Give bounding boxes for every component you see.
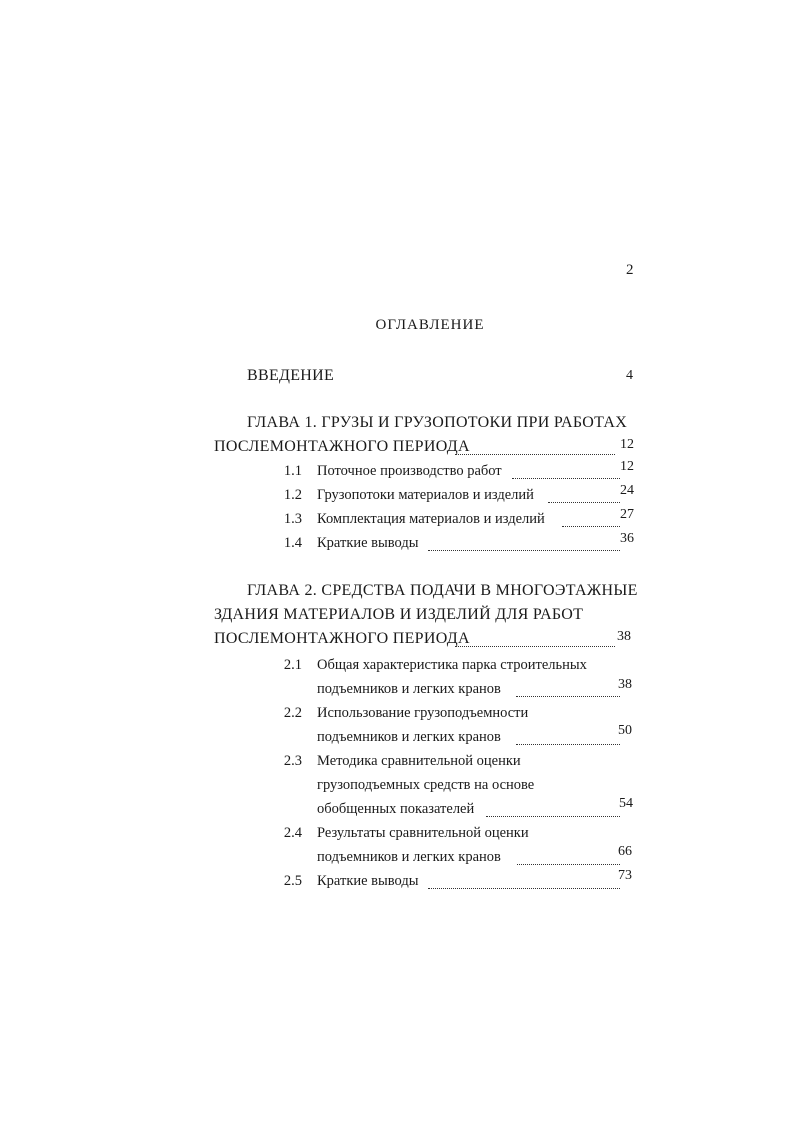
section-2-4-title-line-1: Результаты сравнительной оценки	[317, 825, 529, 841]
section-2-1-number: 2.1	[283, 657, 302, 673]
chapter-1-heading-line-2: ПОСЛЕМОНТАЖНОГО ПЕРИОДА	[214, 438, 470, 455]
section-2-2-page: 50	[618, 723, 632, 738]
section-2-3-title-line-3: обобщенных показателей	[317, 801, 475, 817]
section-2-1-page: 38	[618, 677, 632, 692]
section-2-2-title-line-2: подъемников и легких кранов	[317, 729, 501, 745]
section-2-2-number: 2.2	[283, 705, 302, 721]
section-2-1-title-line-1: Общая характеристика парка строительных	[317, 657, 587, 673]
chapter-1-heading-line-1: ГЛАВА 1. ГРУЗЫ И ГРУЗОПОТОКИ ПРИ РАБОТАХ	[247, 414, 628, 431]
chapter-1-page: 12	[620, 437, 634, 452]
section-2-4-leader	[517, 864, 620, 865]
section-2-5-leader	[428, 888, 620, 889]
chapter-2-leader	[455, 646, 615, 647]
section-1-2-leader	[548, 502, 620, 503]
section-2-1-title-line-2: подъемников и легких кранов	[317, 681, 501, 697]
section-1-4-title: Краткие выводы	[317, 535, 419, 551]
section-1-4-page: 36	[620, 531, 634, 546]
section-1-4-leader	[428, 550, 620, 551]
section-1-1-number: 1.1	[283, 463, 302, 479]
section-1-1-page: 12	[620, 459, 634, 474]
section-2-5-number: 2.5	[283, 873, 302, 889]
chapter-2-page: 38	[617, 629, 631, 644]
section-2-5-title: Краткие выводы	[317, 873, 419, 889]
section-2-2-leader	[516, 744, 620, 745]
page-number: 2	[626, 262, 634, 278]
section-2-5-page: 73	[618, 868, 632, 883]
section-2-4-title-line-2: подъемников и легких кранов	[317, 849, 501, 865]
section-2-3-title-line-1: Методика сравнительной оценки	[317, 753, 521, 769]
section-2-1-leader	[516, 696, 620, 697]
section-1-3-number: 1.3	[283, 511, 302, 527]
section-1-3-leader	[562, 526, 620, 527]
toc-title: ОГЛАВЛЕНИЕ	[375, 317, 485, 333]
intro-label: ВВЕДЕНИЕ	[247, 367, 335, 384]
section-2-3-number: 2.3	[283, 753, 302, 769]
section-1-3-title: Комплектация материалов и изделий	[317, 511, 545, 527]
intro-page: 4	[626, 368, 633, 383]
section-1-2-number: 1.2	[283, 487, 302, 503]
section-2-2-title-line-1: Использование грузоподъемности	[317, 705, 529, 721]
section-1-2-page: 24	[620, 483, 634, 498]
section-2-4-number: 2.4	[283, 825, 302, 841]
section-2-3-page: 54	[619, 796, 633, 811]
section-1-1-leader	[512, 478, 620, 479]
chapter-2-heading-line-3: ПОСЛЕМОНТАЖНОГО ПЕРИОДА	[214, 630, 470, 647]
section-1-3-page: 27	[620, 507, 634, 522]
chapter-1-leader	[455, 454, 615, 455]
section-2-3-leader	[486, 816, 620, 817]
section-1-1-title: Поточное производство работ	[317, 463, 502, 479]
section-2-3-title-line-2: грузоподъемных средств на основе	[317, 777, 535, 793]
section-1-4-number: 1.4	[283, 535, 302, 551]
section-2-4-page: 66	[618, 844, 632, 859]
chapter-2-heading-line-1: ГЛАВА 2. СРЕДСТВА ПОДАЧИ В МНОГОЭТАЖНЫЕ	[247, 582, 638, 599]
chapter-2-heading-line-2: ЗДАНИЯ МАТЕРИАЛОВ И ИЗДЕЛИЙ ДЛЯ РАБОТ	[214, 606, 584, 623]
section-1-2-title: Грузопотоки материалов и изделий	[317, 487, 534, 503]
